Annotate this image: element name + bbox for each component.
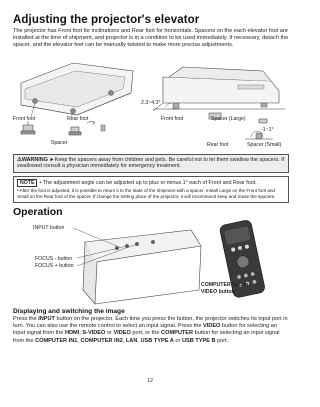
note-box (13, 176, 289, 203)
label-input-button: INPUT button (33, 224, 65, 231)
label-angle-rear: -1~1° (261, 126, 274, 133)
section-title-switching: Displaying and switching the image (13, 307, 125, 315)
switching-body: Press the INPUT button on the projector. Each time you press the button, the projector switches its input port in turn. You can also use the remote control to select an input signal. Press the VIDEO button for selecting an input signal from the HDMI, S-VIDEO or VIDEO port, or the COMPUTER button for selecting an input signal from the COMPUTER IN1, COMPUTER IN2, LAN, USB TYPE A or USB TYPE B port. (13, 315, 288, 344)
label-front-foot-right: Front foot (161, 115, 184, 122)
section-title-elevator: Adjusting the projector's elevator (13, 14, 200, 26)
warning-label: ⚠WARNING (17, 156, 48, 163)
projector-top-drawing (73, 228, 201, 304)
label-spacer: Spacer (51, 139, 68, 146)
operation-figure (13, 220, 289, 306)
label-video-button: VIDEO button (201, 288, 235, 295)
label-angle-front: 2.3~4.3° (141, 99, 161, 106)
manual-page (13, 14, 289, 345)
note-subtext: • After the foot is adjusted, it is possible to return it to the state of the shipment with a spacer. Install Large on the Front foot and Small on the Rear foot of the spacer. If change the setting place of the projector, it will recommend keep and reuse the spacers. (17, 188, 276, 200)
label-spacer-large: Spacer (Large) (211, 115, 246, 122)
label-focus-minus: FOCUS - button (35, 255, 73, 262)
label-rear-foot-right: Rear foot (207, 141, 229, 148)
projector-underside-drawing (21, 63, 133, 117)
elevator-intro: The projector has Front foot for inclinations and Rear foot for horizontals. Spacers on the each elevator foot are installed at the time of shipment, and projector is in a condition to be used immediately. If necessary, detach the spacer, and the elevator feet can be manually twisted to make more precise adjustments. (13, 28, 289, 49)
warning-box (13, 154, 289, 173)
page-number: 12 (147, 378, 153, 384)
section-title-operation: Operation (13, 205, 63, 218)
label-rear-foot-left: Rear foot (67, 115, 89, 122)
note-label: NOTE (17, 179, 37, 188)
note-text: • The adjustment angle can be adjusted up to plus or minus 1° each of Front and Rear foot. (39, 179, 257, 186)
elevator-figure (13, 53, 289, 151)
label-computer-button: COMPUTER button (201, 281, 249, 288)
warning-text: ►Keep the spacers away from children and pets. Be careful not to let them swallow the spacers. If swallowed consult a physician immediately for emergency treatment. (17, 156, 285, 170)
spacer-detail-drawing (21, 121, 105, 135)
label-spacer-small: Spacer (Small) (247, 141, 282, 148)
label-front-foot-left: Front foot (13, 115, 36, 122)
label-focus-plus: FOCUS + button (35, 262, 74, 269)
